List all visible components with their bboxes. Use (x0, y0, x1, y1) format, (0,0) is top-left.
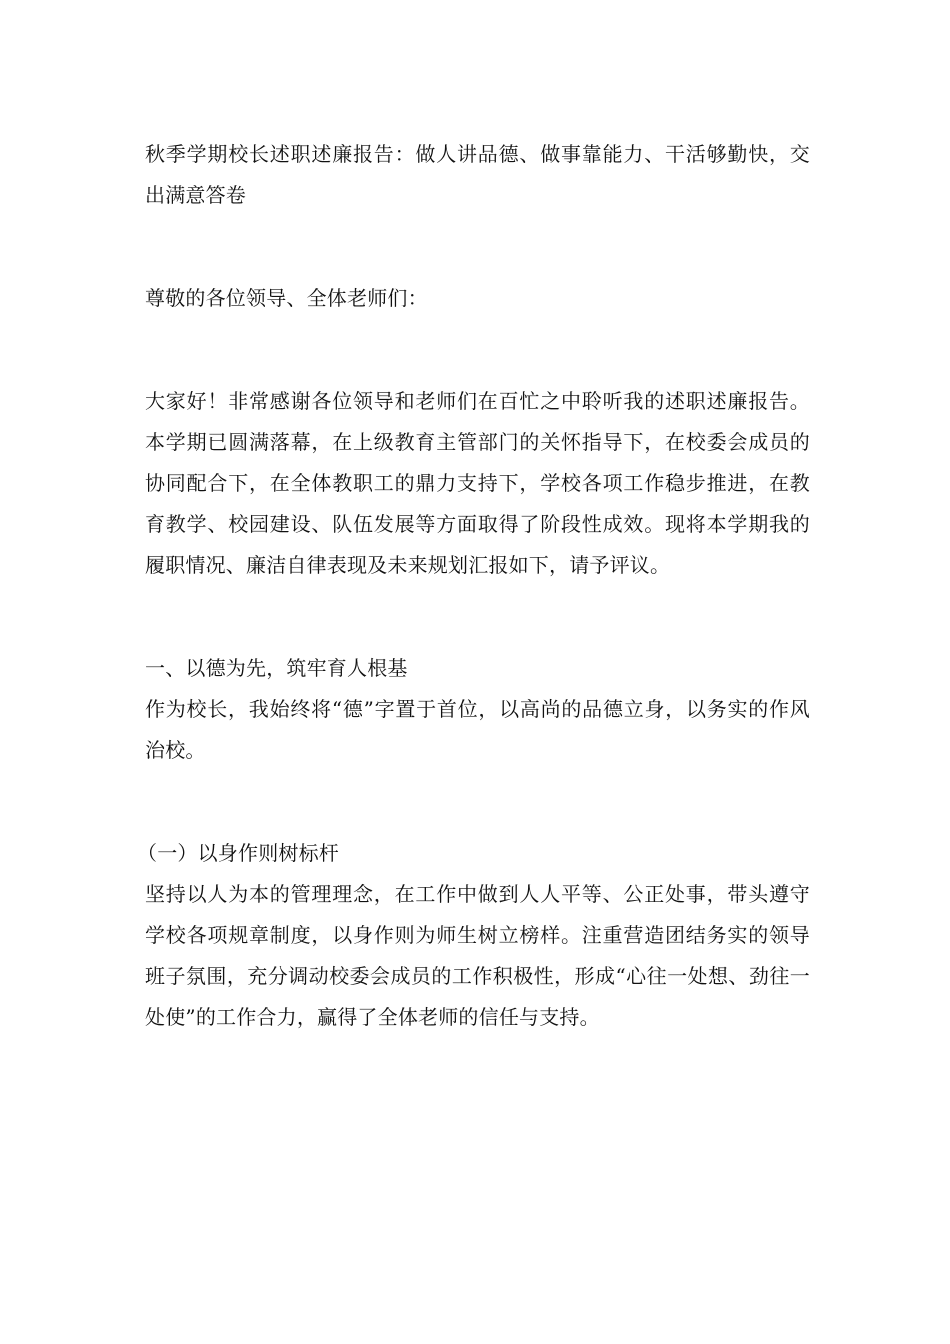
document-page (137, 134, 810, 1038)
salutation: 尊敬的各位领导、全体老师们： (145, 286, 428, 310)
intro-paragraph: 大家好！非常感谢各位领导和老师们在百忙之中聆听我的述职述廉报告。本学期已圆满落幕，在上级教育主管部门的关怀指导下，在校委会成员的协同配合下，在全体教职工的鼎力支持下，学校各项工作稳步推进，在教育教学、校园建设、队伍发展等方面取得了阶段性成效。现将本学期我的履职情况、廉洁自律表现及未来规划汇报如下，请予评议。 (145, 389, 810, 577)
subsection-body: 坚持以人为本的管理理念，在工作中做到人人平等、公正处事，带头遵守学校各项规章制度，以身作则为师生树立榜样。注重营造团结务实的领导班子氛围，充分调动校委会成员的工作积极性，形成“心往一处想、劲往一处使”的工作合力，赢得了全体老师的信任与支持。 (145, 882, 810, 1029)
section-body: 作为校长，我始终将“德”字置于首位，以高尚的品德立身，以务实的作风治校。 (145, 697, 810, 762)
subsection-heading: （一）以身作则树标杆 (137, 841, 339, 865)
document-title: 秋季学期校长述职述廉报告：做人讲品德、做事靠能力、干活够勤快，交出满意答卷 (145, 142, 810, 207)
section-heading: 一、以德为先，筑牢育人根基 (145, 656, 408, 680)
